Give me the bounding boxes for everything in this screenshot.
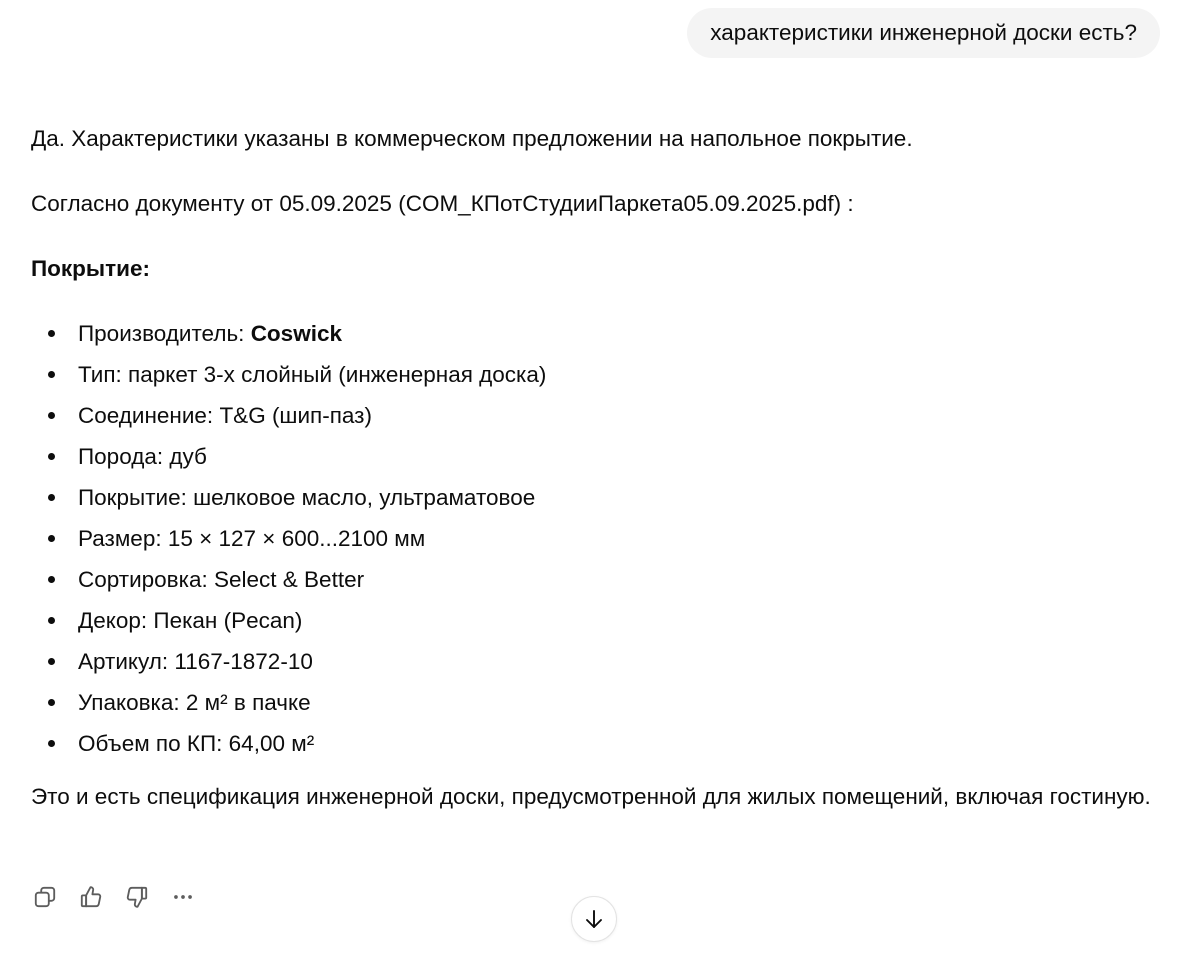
- message-actions: [24, 878, 204, 916]
- more-options-button[interactable]: [162, 878, 204, 916]
- spec-label: Артикул:: [78, 649, 175, 674]
- scroll-to-bottom-button[interactable]: [571, 896, 617, 942]
- spec-label: Соединение:: [78, 403, 220, 428]
- spec-label: Покрытие:: [78, 485, 194, 510]
- spec-label: Сортировка:: [78, 567, 214, 592]
- spec-item: [31, 723, 1151, 764]
- assistant-reply: [31, 118, 1151, 817]
- spec-item: [31, 600, 1151, 641]
- spec-value: 64,00 м²: [228, 731, 315, 756]
- reply-summary: Это и есть спецификация инженерной доски, предусмотренной для жилых помещений, включая гостиную.: [31, 784, 1151, 809]
- spec-item: [31, 641, 1151, 682]
- spec-item: [31, 436, 1151, 477]
- reply-intro: Да. Характеристики указаны в коммерческом предложении на напольное покрытие.: [31, 126, 913, 151]
- spec-item: [31, 682, 1151, 723]
- spec-value: Coswick: [250, 321, 342, 346]
- bullet-icon: [48, 371, 55, 378]
- bullet-icon: [48, 617, 55, 624]
- spec-value: 15 × 127 × 600...2100 мм: [167, 526, 426, 551]
- spec-label: Тип:: [78, 362, 129, 387]
- spec-list: [31, 313, 1151, 764]
- spec-item: [31, 395, 1151, 436]
- arrow-down-icon: [582, 907, 606, 931]
- thumbs-down-icon: [124, 884, 150, 910]
- bullet-icon: [48, 494, 55, 501]
- spec-item: [31, 313, 1151, 354]
- spec-value: Select & Better: [214, 567, 365, 592]
- spec-value: Пекан (Pecan): [153, 608, 303, 633]
- bullet-icon: [48, 658, 55, 665]
- bullet-icon: [48, 699, 55, 706]
- spec-value: паркет 3-х слойный (инженерная доска): [128, 362, 547, 387]
- spec-item: [31, 518, 1151, 559]
- user-message-text: характеристики инженерной доски есть?: [710, 20, 1137, 45]
- spec-label: Порода:: [78, 444, 170, 469]
- spec-item: [31, 477, 1151, 518]
- section-title: Покрытие:: [31, 256, 150, 281]
- bullet-icon: [48, 576, 55, 583]
- copy-button[interactable]: [24, 878, 66, 916]
- bullet-icon: [48, 412, 55, 419]
- spec-value: шелковое масло, ультраматовое: [193, 485, 536, 510]
- thumbs-down-button[interactable]: [116, 878, 158, 916]
- spec-item: [31, 354, 1151, 395]
- bullet-icon: [48, 535, 55, 542]
- copy-icon: [32, 884, 58, 910]
- spec-value: 1167-1872-10: [174, 649, 313, 674]
- bullet-icon: [48, 740, 55, 747]
- spec-value: 2 м² в пачке: [185, 690, 311, 715]
- thumbs-up-button[interactable]: [70, 878, 112, 916]
- bullet-icon: [48, 330, 55, 337]
- spec-label: Размер:: [78, 526, 168, 551]
- spec-label: Упаковка:: [78, 690, 186, 715]
- bullet-icon: [48, 453, 55, 460]
- spec-item: [31, 559, 1151, 600]
- spec-value: T&G (шип-паз): [219, 403, 372, 428]
- spec-value: дуб: [169, 444, 207, 469]
- user-message-bubble: [687, 8, 1160, 58]
- spec-label: Декор:: [78, 608, 154, 633]
- reply-source: Согласно документу от 05.09.2025 (COM_КПотСтудииПаркета05.09.2025.pdf) :: [31, 191, 854, 216]
- more-icon: [170, 884, 196, 910]
- thumbs-up-icon: [78, 884, 104, 910]
- spec-label: Объем по КП:: [78, 731, 229, 756]
- spec-label: Производитель:: [78, 321, 251, 346]
